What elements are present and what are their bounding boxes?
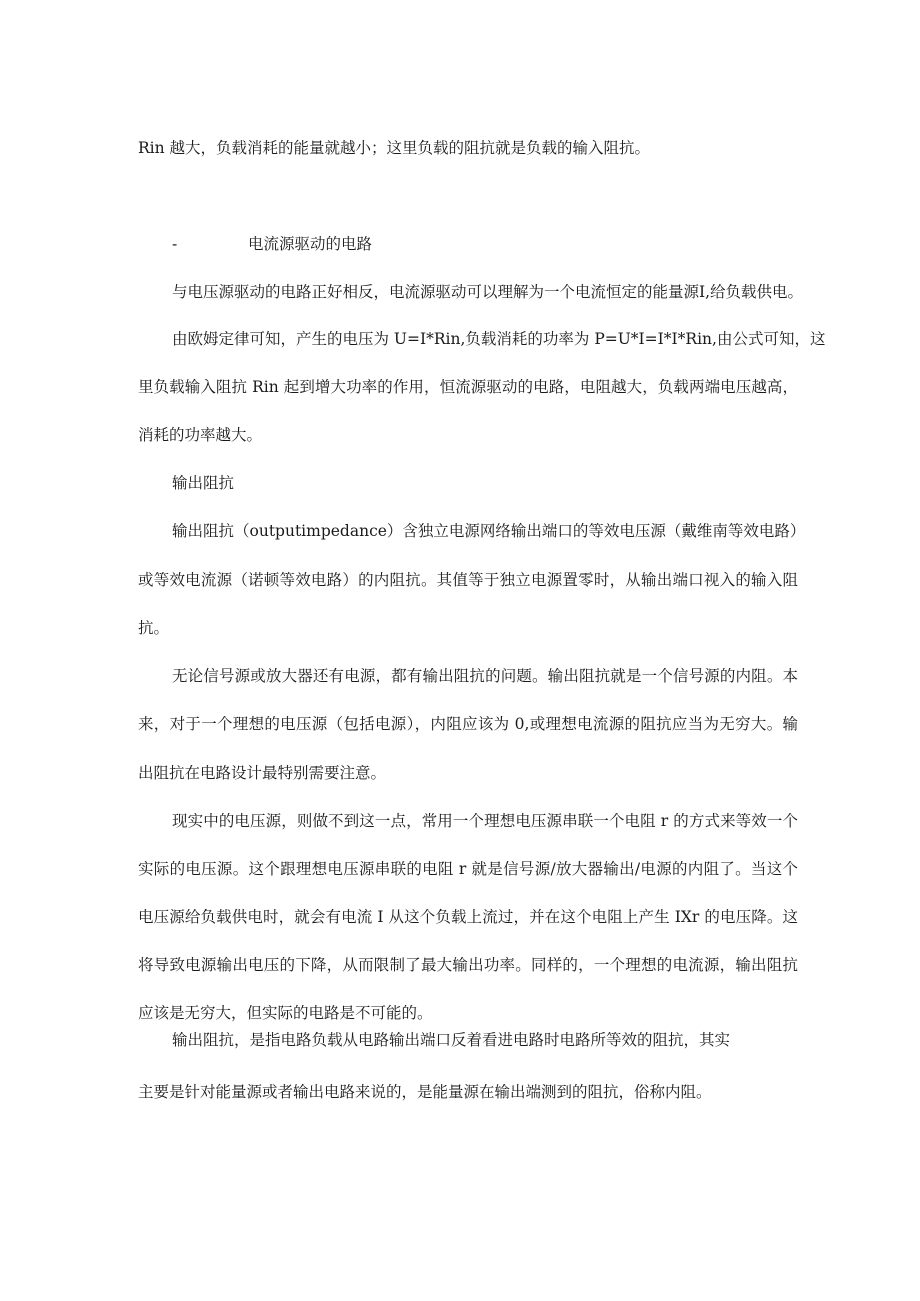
paragraph-line: 实际的电压源。这个跟理想电压源串联的电阻 r 就是信号源/放大器输出/电源的内阻了。当这个	[138, 860, 798, 878]
paragraph-line: 无论信号源或放大器还有电源，都有输出阻抗的问题。输出阻抗就是一个信号源的内阻。本	[172, 667, 798, 685]
paragraph-line: 将导致电源输出电压的下降，从而限制了最大输出功率。同样的，一个理想的电流源，输出阻抗	[138, 956, 798, 974]
paragraph-line: 或等效电流源（诺顿等效电路）的内阻抗。其值等于独立电源置零时，从输出端口视入的输入阻	[138, 571, 798, 589]
section-heading: 输出阻抗	[172, 474, 235, 492]
paragraph-line: 电压源给负载供电时，就会有电流 I 从这个负载上流过，并在这个电阻上产生 IXr 的电压降。这	[138, 908, 798, 926]
paragraph-line: 由欧姆定律可知，产生的电压为 U=I*Rin,负载消耗的功率为 P=U*I=I*I*Rin,由公式可知，这	[172, 330, 826, 348]
paragraph-line: 里负载输入阻抗 Rin 起到增大功率的作用，恒流源驱动的电路，电阻越大，负载两端电压越高，	[138, 378, 798, 396]
paragraph-line: 与电压源驱动的电路正好相反，电流源驱动可以理解为一个电流恒定的能量源I,给负载供电。	[172, 283, 804, 301]
paragraph-line: Rin 越大，负载消耗的能量就越小；这里负载的阻抗就是负载的输入阻抗。	[138, 139, 651, 157]
paragraph-line: 消耗的功率越大。	[138, 426, 263, 444]
list-marker: -	[172, 235, 178, 253]
paragraph-line: 出阻抗在电路设计最特别需要注意。	[138, 764, 387, 782]
paragraph-line: 应该是无穷大，但实际的电路是不可能的。	[138, 1004, 433, 1022]
paragraph-line: 来，对于一个理想的电压源（包括电源），内阻应该为 0,或理想电流源的阻抗应当为无穷大。输	[138, 715, 798, 733]
paragraph-line: 现实中的电压源，则做不到这一点，常用一个理想电压源串联一个电阻 r 的方式来等效一个	[172, 812, 798, 830]
paragraph-line: 抗。	[138, 619, 170, 637]
list-item-heading: 电流源驱动的电路	[248, 235, 373, 253]
paragraph-line: 输出阻抗（outputimpedance）含独立电源网络输出端口的等效电压源（戴维南等效电路）	[172, 522, 806, 540]
paragraph-line: 输出阻抗，是指电路负载从电路输出端口反着看进电路时电路所等效的阻抗，其实	[172, 1031, 731, 1049]
paragraph-line: 主要是针对能量源或者输出电路来说的，是能量源在输出端测到的阻抗，俗称内阻。	[138, 1083, 712, 1101]
